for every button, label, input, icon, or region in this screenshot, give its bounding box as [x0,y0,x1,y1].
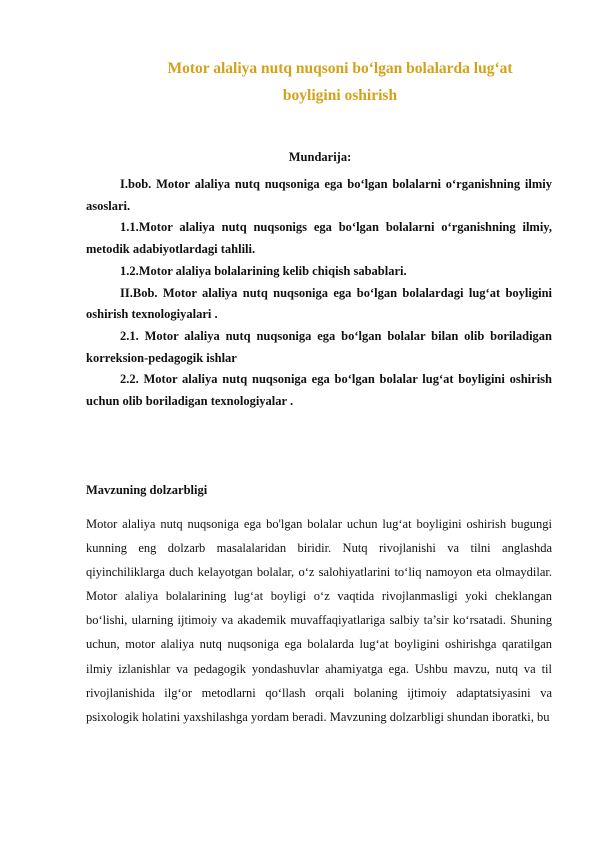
toc-heading: Mundarija: [288,150,352,164]
title-line-1: Motor alaliya nutq nuqsoni bo‘lgan bolalarda lug‘at [167,60,513,77]
toc-item: 2.1. Motor alaliya nutq nuqsoniga ega bo‘lgan bolalar bilan olib boriladigan korreksion-pedagogik ishlar [86,328,552,365]
toc-item: 1.2.Motor alaliya bolalarining kelib chiqish sabablari. [120,263,407,278]
body-paragraph: Motor alaliya nutq nuqsoniga ega bo'lgan bolalar uchun lug‘at boyligini oshirish bugungi kunning eng dolzarb masalalaridan biridir. Nutq rivojlanishi va tilni anglashda qiyinchiliklarga duch kelayotgan bolalar, o‘z salohiyatlarini to‘liq namoyon eta olmaydilar. Motor alaliya bolalarining lug‘at boyligi o‘z vaqtida rivojlanmasligi yoki cheklangan bo‘lishi, ularning ijtimoiy va akademik muvaffaqiyatlariga salbiy ta’sir ko‘rsatadi. Shuning uchun, motor alaliya nutq nuqsoniga ega bolalarda lug‘at boyligini oshirishga qaratilgan ilmiy izlanishlar va pedagogik yondashuvlar ahamiyatga ega. Ushbu mavzu, nutq va til rivojlanishida ilg‘or metodlarni qo‘llash orqali bolaning ijtimoiy adaptatsiyasini va psixologik holatini yaxshilashga yordam beradi. Mavzuning dolzarbligi shundan iboratki, bu [86,517,552,724]
toc-item: 1.1.Motor alaliya nutq nuqsonigs ega bo‘lgan bolalarni o‘rganishning ilmiy, metodik adabiyotlardagi tahlili. [86,220,552,257]
title-line-2: boyligini oshirish [282,87,398,104]
body-text [86,512,552,729]
toc-item: 2.2. Motor alaliya nutq nuqsoniga ega bo‘lgan bolalar lug‘at boyligini oshirish uchun olib boriladigan texnologiyalar . [86,372,552,409]
section-heading: Mavzuning dolzarbligi [86,483,208,497]
toc-item: I.bob. Motor alaliya nutq nuqsoniga ega bo‘lgan bolalarni o‘rganishning ilmiy asoslari. [86,177,552,213]
toc-item: II.Bob. Motor alaliya nutq nuqsoniga ega bo‘lgan bolalardagi lug‘at boyligini oshirish texnologiyalari . [86,285,552,322]
table-of-contents [86,174,552,413]
document-title [120,55,560,109]
